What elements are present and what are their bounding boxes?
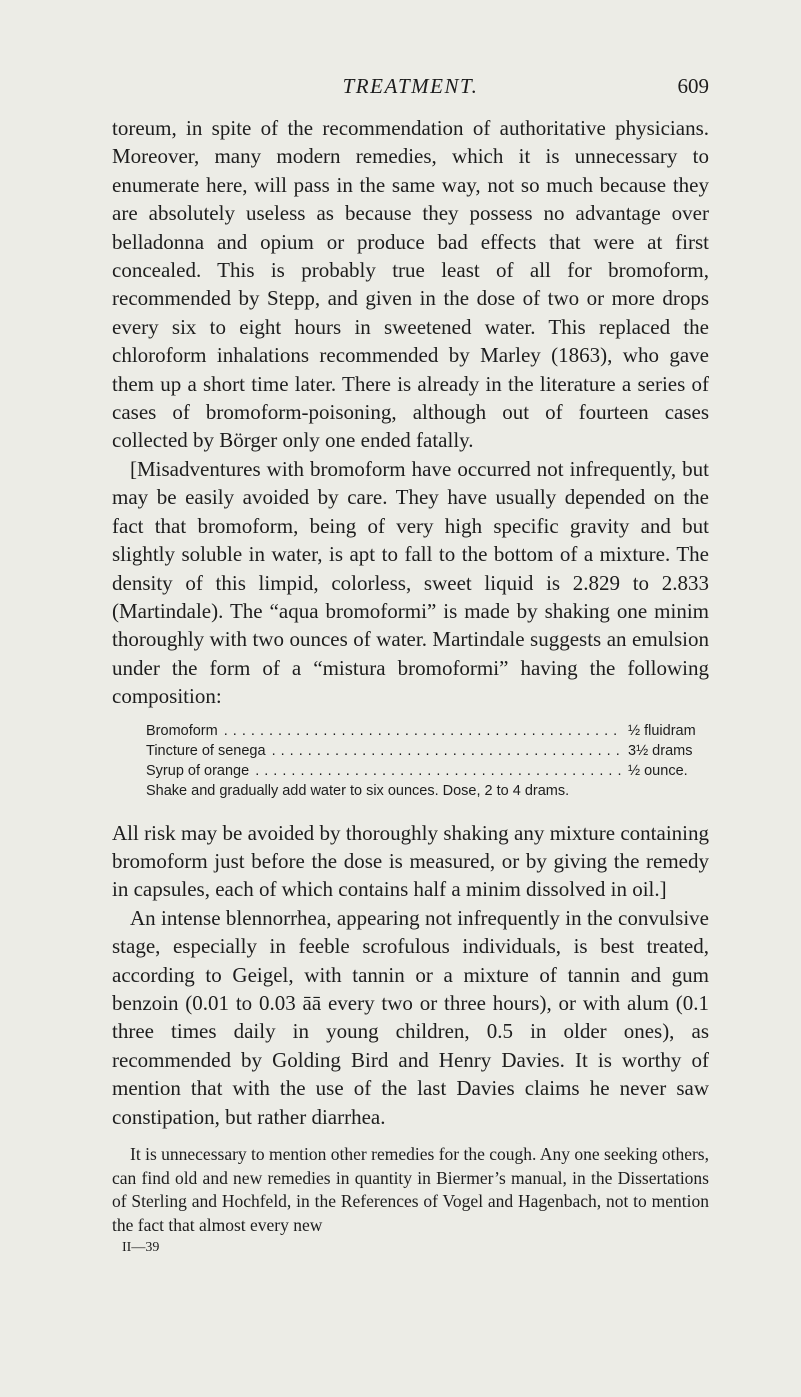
paragraph-small-print: It is unnecessary to mention other remedies for the cough. Any one seeking others, can find old and new remedies in quantity in Biermer’s manual, in the Dissertations of Sterling and Hochfeld, in the References of Vogel and Hagenbach, not to mention the fact that almost every new — [112, 1144, 709, 1235]
paragraph-risk: All risk may be avoided by thoroughly shaking any mixture containing bromoform just before the dose is measured, or by giving the remedy in capsules, each of which contains half a minim dissolved in oil.] — [112, 820, 709, 902]
ingredient-name: Tincture of senega — [146, 742, 266, 759]
ingredient-name: Bromoform — [146, 722, 218, 739]
running-title: TREATMENT. — [342, 74, 479, 98]
recipe-directions: Shake and gradually add water to six ounces. Dose, 2 to 4 drams. — [146, 782, 570, 799]
page-header — [112, 74, 709, 108]
recipe-row — [146, 721, 736, 741]
dot-leader — [224, 721, 622, 741]
paragraph-blennorrhea: An intense blennorrhea, appearing not infrequently in the convulsive stage, especially in feeble scrofulous individuals, is best treated, according to Geigel, with tannin or a mixture of tannin and gum benzoin (0.01 to 0.03 āā every two or three hours), or with alum (0.1 three times daily in young children, 0.5 in older ones), as recommended by Golding Bird and Henry Davies. It is worthy of mention that with the use of the last Davies claims he never saw constipation, but rather diarrhea. — [112, 905, 709, 1129]
signature-mark: II—39 — [122, 1240, 160, 1255]
recipe-block — [146, 721, 736, 801]
body-text — [112, 114, 709, 1259]
ingredient-quantity: ½ ounce. — [628, 762, 688, 779]
recipe-row — [146, 761, 736, 781]
recipe-row — [146, 741, 736, 761]
dot-leader — [272, 741, 622, 761]
dot-leader — [255, 761, 622, 781]
ingredient-quantity: 3½ drams — [628, 742, 693, 759]
paragraph-bromoform: [Misadventures with bromoform have occurred not infrequently, but may be easily avoided by care. They have usually depended on the fact that bromoform, being of very high specific gravity and but slightly soluble in water, is apt to fall to the bottom of a mixture. The density of this limpid, colorless, sweet liquid is 2.829 to 2.833 (Martindale). The “aqua bromoformi” is made by shaking one minim thoroughly with two ounces of water. Martindale suggests an emulsion under the form of a “mistura bromoformi” having the following composition: — [112, 456, 709, 709]
ingredient-quantity: ½ fluidram — [628, 722, 696, 739]
paragraph-continuation: toreum, in spite of the recommendation of authoritative physicians. Moreover, many modern remedies, which it is unnecessary to enumerate here, will pass in the same way, not so much because they are absolutely useless as because they possess no advantage over belladonna and opium or produce bad effects that were at first concealed. This is probably true least of all for bromoform, recommended by Stepp, and given in the dose of two or more drops every six to eight hours in sweetened water. This replaced the chloroform inhalations recommended by Marley (1863), who gave them up a short time later. There is already in the literature a series of cases of bromoform-poisoning, although out of fourteen cases collected by Börger only one ended fatally. — [112, 116, 709, 453]
ingredient-name: Syrup of orange — [146, 762, 250, 779]
page-number: 609 — [677, 74, 709, 98]
